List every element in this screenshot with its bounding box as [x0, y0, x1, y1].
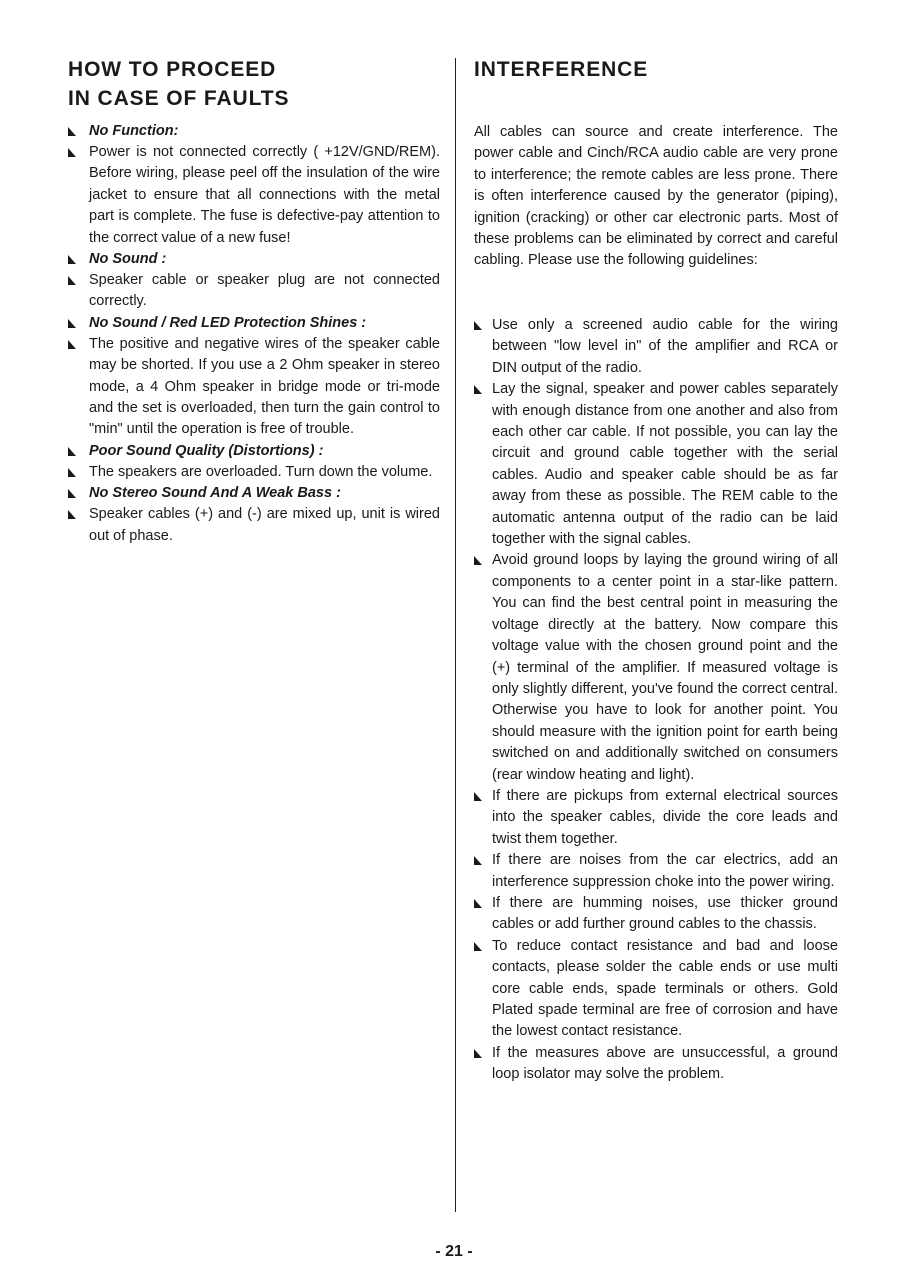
guideline-item: If there are humming noises, use thicker ground cables or add further ground cables to the chassis. — [474, 893, 838, 936]
fault-cause-poor-sound-quality: The speakers are overloaded. Turn down the volume. — [68, 462, 440, 483]
triangle-bullet-icon — [474, 792, 482, 801]
triangle-bullet-icon — [474, 385, 482, 394]
triangle-bullet-icon — [68, 489, 76, 498]
guideline-item: To reduce contact resistance and bad and loose contacts, please solder the cable ends or use multi core cable ends, spade terminals or others. Gold Plated spade terminal are free of corrosion and have the lowest contact resistance. — [474, 936, 838, 1043]
triangle-bullet-icon — [474, 942, 482, 951]
triangle-bullet-icon — [474, 899, 482, 908]
triangle-bullet-icon — [68, 276, 76, 285]
fault-heading-no-function: No Function: — [68, 121, 440, 142]
triangle-bullet-icon — [68, 447, 76, 456]
fault-heading-poor-sound-quality: Poor Sound Quality (Distortions) : — [68, 441, 440, 462]
fault-cause-no-stereo: Speaker cables (+) and (-) are mixed up, unit is wired out of phase. — [68, 504, 440, 547]
guideline-item: Use only a screened audio cable for the wiring between "low level in" of the amplifier and RCA or DIN output of the radio. — [474, 315, 838, 379]
fault-cause-protection-led: The positive and negative wires of the speaker cable may be shorted. If you use a 2 Ohm speaker in stereo mode, a 4 Ohm speaker in bridge mode or tri-mode and the set is overloaded, then turn the gain control to "min" until the operation is free of trouble. — [68, 334, 440, 441]
triangle-bullet-icon — [474, 556, 482, 565]
triangle-bullet-icon — [68, 468, 76, 477]
guideline-item: Avoid ground loops by laying the ground wiring of all components to a center point in a star-like pattern. You can find the best central point in measuring the voltage directly at the battery. Now compare this voltage value with the chosen ground point and the (+) terminal of the amplifier. If measured voltage is only slightly different, you've found the correct central. Otherwise you have to look for another point. You should measure with the ignition point for earth being switched on and additionally switched on consumers (rear window heating and light). — [474, 550, 838, 785]
triangle-bullet-icon — [474, 856, 482, 865]
triangle-bullet-icon — [68, 510, 76, 519]
guideline-item: If the measures above are unsuccessful, a ground loop isolator may solve the problem. — [474, 1043, 838, 1086]
triangle-bullet-icon — [68, 127, 76, 136]
fault-heading-no-sound: No Sound : — [68, 249, 440, 270]
interference-title: INTERFERENCE — [474, 58, 649, 81]
triangle-bullet-icon — [68, 255, 76, 264]
guideline-item: If there are noises from the car electrics, add an interference suppression choke into the power wiring. — [474, 850, 838, 893]
page-number: - 21 - — [435, 1243, 473, 1260]
faults-title — [68, 55, 289, 113]
faults-title-line-1: HOW TO PROCEED — [68, 58, 277, 81]
faults-list — [68, 121, 440, 547]
column-divider — [455, 58, 456, 1212]
triangle-bullet-icon — [474, 1049, 482, 1058]
triangle-bullet-icon — [68, 148, 76, 157]
fault-cause-no-function: Power is not connected correctly ( +12V/GND/REM). Before wiring, please peel off the insulation of the wire jacket to ensure that all connections with the metal part is complete. The fuse is defective-pay attention to the correct value of a new fuse! — [68, 142, 440, 249]
faults-title-line-2: IN CASE OF FAULTS — [68, 87, 290, 110]
guideline-item: Lay the signal, speaker and power cables separately with enough distance from one another and also from each other car cable. If not possible, you can lay the circuit and ground cable together with the serial cables. Audio and speaker cable should be as far away from these as possible. The REM cable to the automatic antenna output of the radio can be laid together with the signal cables. — [474, 379, 838, 550]
fault-cause-no-sound: Speaker cable or speaker plug are not connected correctly. — [68, 270, 440, 313]
fault-heading-no-stereo: No Stereo Sound And A Weak Bass : — [68, 483, 440, 504]
guideline-item: If there are pickups from external electrical sources into the speaker cables, divide the core leads and twist them together. — [474, 786, 838, 850]
triangle-bullet-icon — [68, 319, 76, 328]
interference-intro: All cables can source and create interference. The power cable and Cinch/RCA audio cable are very prone to interference; the remote cables are less prone. There is often interference caused by the generator (piping), ignition (cracking) or other car electronic parts. Most of these problems can be eliminated by correct and careful cabling. Please use the following guidelines: — [474, 124, 838, 269]
fault-heading-protection-led: No Sound / Red LED Protection Shines : — [68, 313, 440, 334]
guidelines-list — [474, 315, 838, 1086]
triangle-bullet-icon — [68, 340, 76, 349]
triangle-bullet-icon — [474, 321, 482, 330]
